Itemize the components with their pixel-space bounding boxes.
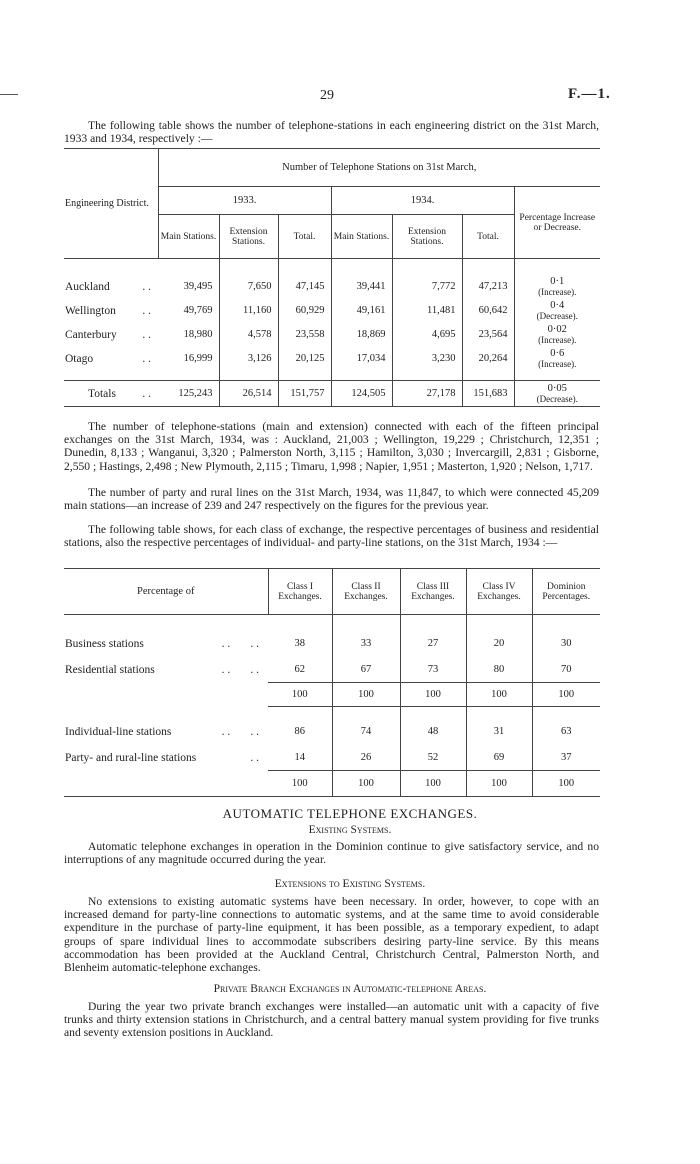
table-row: Residential stations . . . . 62 67 73 80 70 <box>64 657 600 683</box>
cell: 3,230 <box>392 347 462 371</box>
cell: 74 <box>332 719 400 745</box>
cell: 100 <box>400 771 466 797</box>
year-1934-header: 1934. <box>331 187 514 215</box>
cell: 86 <box>268 719 332 745</box>
cell: 3,126 <box>219 347 278 371</box>
pct-value: 0·02 <box>547 323 567 335</box>
page-reference: F.—1. <box>568 86 611 102</box>
cell: 62 <box>268 657 332 683</box>
district-header: Engineering District. <box>64 149 158 259</box>
extension-stations-1933-header: Extension Stations. <box>219 215 278 259</box>
total-1934-header: Total. <box>462 215 514 259</box>
district-stations-table <box>64 148 600 407</box>
cell: 100 <box>332 683 400 707</box>
pct-value: 0·6 <box>550 347 565 359</box>
cell: 20,264 <box>462 347 514 371</box>
cell: 23,564 <box>462 323 514 347</box>
pct-note: (Increase). <box>538 334 577 345</box>
row-label: Individual-line stations <box>65 725 172 738</box>
col-group-header: Number of Telephone Stations on 31st March, <box>158 149 600 187</box>
cell: 7,650 <box>219 275 278 299</box>
row-label: Business stations <box>65 637 144 650</box>
district-name: Wellington <box>65 304 116 317</box>
cell: 39,495 <box>158 275 219 299</box>
totals-row: Totals . . 125,243 26,514 151,757 124,505 27,178 151,683 0·05 (Decrease). <box>64 381 600 407</box>
row-label: Party- and rural-line stations <box>65 751 197 764</box>
cell: 33 <box>332 631 400 657</box>
cell: 124,505 <box>331 381 392 407</box>
cell: 11,481 <box>392 299 462 323</box>
extensions-paragraph: No extensions to existing automatic systems have been necessary. In order, however, to cope with an increased demand for party-line connections to automatic systems, and at the same time to avoid considerable expenditure in the purchase of party-line equipment, it has been possible, as a temporary expedient, to adapt groups of spare individual lines to accommodate subscribers desiring party-line service. By this means accommodation has been provided at the Auckland Central, Christchurch Central, Palmerston North, and Blenheim automatic-telephone exchanges. <box>64 895 599 975</box>
cell: 16,999 <box>158 347 219 371</box>
cell: 80 <box>466 657 532 683</box>
pct-value: 0·4 <box>550 299 565 311</box>
cell: 27,178 <box>392 381 462 407</box>
cell: 100 <box>268 683 332 707</box>
cell: 100 <box>400 683 466 707</box>
cell: 30 <box>561 638 572 649</box>
pct-value: 0·1 <box>550 275 565 287</box>
cell: 18,869 <box>331 323 392 347</box>
row-label: Residential stations <box>65 663 155 676</box>
table-row: Party- and rural-line stations . . 14 26 52 69 37 <box>64 745 600 771</box>
table-row: Business stations . . . . 38 33 27 20 30 <box>64 631 600 657</box>
cell: 49,769 <box>158 299 219 323</box>
margin-mark <box>0 94 18 95</box>
cell: 17,034 <box>331 347 392 371</box>
cell: 125,243 <box>158 381 219 407</box>
totals-label: Totals <box>88 387 116 400</box>
class-4-header: Class IV Exchanges. <box>466 569 532 615</box>
cell: 31 <box>466 719 532 745</box>
district-name: Otago <box>65 352 94 365</box>
main-stations-1934-header: Main Stations. <box>331 215 392 259</box>
table-row: Otago . . 16,999 3,126 20,125 17,034 3,230 20,264 0·6 (Increase). <box>65 347 577 369</box>
cell: 100 <box>268 771 332 797</box>
cell: 151,757 <box>278 381 331 407</box>
cell: 73 <box>400 657 466 683</box>
pct-note: (Decrease). <box>536 393 578 404</box>
table-row: Wellington . . 49,769 11,160 60,929 49,161 11,481 60,642 0·4 (Decrease). <box>65 299 578 321</box>
extension-stations-1934-header: Extension Stations. <box>392 215 462 259</box>
percentage-header: Percentage Increase or Decrease. <box>514 187 600 259</box>
private-branch-paragraph: During the year two private branch exchanges were installed—an automatic unit with a capacity of five trunks and thirty extension stations in Christchurch, and a central battery manual system providing for five trunks and seventy extension positions in Auckland. <box>64 1000 599 1040</box>
percentage-of-header: Percentage of <box>64 569 268 615</box>
pct-value: 0·05 <box>547 382 567 394</box>
cell: 18,980 <box>158 323 219 347</box>
year-1933-header: 1933. <box>158 187 331 215</box>
cell: 4,695 <box>392 323 462 347</box>
subsection-private-branch: Private Branch Exchanges in Automatic-telephone Areas. <box>213 983 487 995</box>
existing-systems-paragraph: Automatic telephone exchanges in operation in the Dominion continue to give satisfactory service, and no interruptions of any magnitude occurred during the year. <box>64 840 599 867</box>
cell: 60,642 <box>462 299 514 323</box>
cell: 14 <box>268 745 332 771</box>
cell: 69 <box>466 745 532 771</box>
section-title: AUTOMATIC TELEPHONE EXCHANGES. <box>222 806 478 821</box>
intro-paragraph: The following table shows the number of telephone-stations in each engineering district on the 31st March, 1933 and 1934, respectively :— <box>64 119 599 146</box>
district-name: Auckland <box>65 280 110 293</box>
cell: 4,578 <box>219 323 278 347</box>
cell: 23,558 <box>278 323 331 347</box>
main-stations-1933-header: Main Stations. <box>158 215 219 259</box>
cell: 70 <box>561 663 572 675</box>
class-1-header: Class I Exchanges. <box>268 569 332 615</box>
class-2-header: Class II Exchanges. <box>332 569 400 615</box>
cell: 11,160 <box>219 299 278 323</box>
pct-note: (Decrease). <box>536 310 578 321</box>
pct-note: (Increase). <box>538 358 577 369</box>
subsection-extensions: Extensions to Existing Systems. <box>274 878 426 890</box>
table-row: Individual-line stations . . . . 86 74 48 31 63 <box>64 719 600 745</box>
dominion-header: Dominion Percentages. <box>532 569 600 615</box>
subtotal-row <box>64 771 600 797</box>
cell: 26,514 <box>219 381 278 407</box>
class-3-header: Class III Exchanges. <box>400 569 466 615</box>
cell: 27 <box>400 631 466 657</box>
table-row: Canterbury . . 18,980 4,578 23,558 18,869 4,695 23,564 0·02 (Increase). <box>65 323 577 345</box>
cell: 37 <box>561 751 572 763</box>
exchanges-paragraph: The number of telephone-stations (main and extension) connected with each of the fifteen principal exchanges on the 31st March, 1934, was : Auckland, 21,003 ; Wellington, 19,229 ; Christchurch, 12,351 ; Dunedin, 8,133 ; Wanganui, 3,320 ; Palmerston North, 3,115 ; Hamilton, 3,030 ; Invercargill, 2,831 ; Gisborne, 2,550 ; Hastings, 2,498 ; New Plymouth, 2,115 ; Timaru, 1,998 ; Napier, 1,951 ; Masterton, 1,920 ; Nelson, 1,717. <box>64 420 599 473</box>
party-lines-paragraph: The number of party and rural lines on the 31st March, 1934, was 11,847, to which were connected 45,209 main stations—an increase of 239 and 247 respectively on the figures for the previous year. <box>64 486 599 513</box>
class-intro-paragraph: The following table shows, for each class of exchange, the respective percentages of business and residential stations, also the respective percentages of individual- and party-line stations, on the 31st March, 1934 :— <box>64 523 599 550</box>
cell: 100 <box>532 771 600 797</box>
cell: 47,213 <box>462 275 514 299</box>
cell: 48 <box>400 719 466 745</box>
page-number: 29 <box>320 88 334 103</box>
cell: 67 <box>332 657 400 683</box>
cell: 47,145 <box>278 275 331 299</box>
total-1933-header: Total. <box>278 215 331 259</box>
subtotal-row <box>64 683 600 707</box>
cell: 100 <box>532 683 600 707</box>
cell: 7,772 <box>392 275 462 299</box>
cell: 100 <box>466 683 532 707</box>
cell: 49,161 <box>331 299 392 323</box>
cell: 100 <box>466 771 532 797</box>
exchange-class-table <box>64 568 600 797</box>
cell: 26 <box>332 745 400 771</box>
cell: 20,125 <box>278 347 331 371</box>
cell: 60,929 <box>278 299 331 323</box>
district-name: Canterbury <box>65 328 117 341</box>
cell: 151,683 <box>462 381 514 407</box>
cell: 100 <box>332 771 400 797</box>
pct-note: (Increase). <box>538 286 577 297</box>
cell: 39,441 <box>331 275 392 299</box>
cell: 63 <box>561 726 572 737</box>
subsection-existing-systems: Existing Systems. <box>308 824 392 836</box>
cell: 38 <box>268 631 332 657</box>
cell: 52 <box>400 745 466 771</box>
table-row: Auckland . . 39,495 7,650 47,145 39,441 7,772 47,213 0·1 (Increase). <box>65 275 577 297</box>
cell: 20 <box>466 631 532 657</box>
